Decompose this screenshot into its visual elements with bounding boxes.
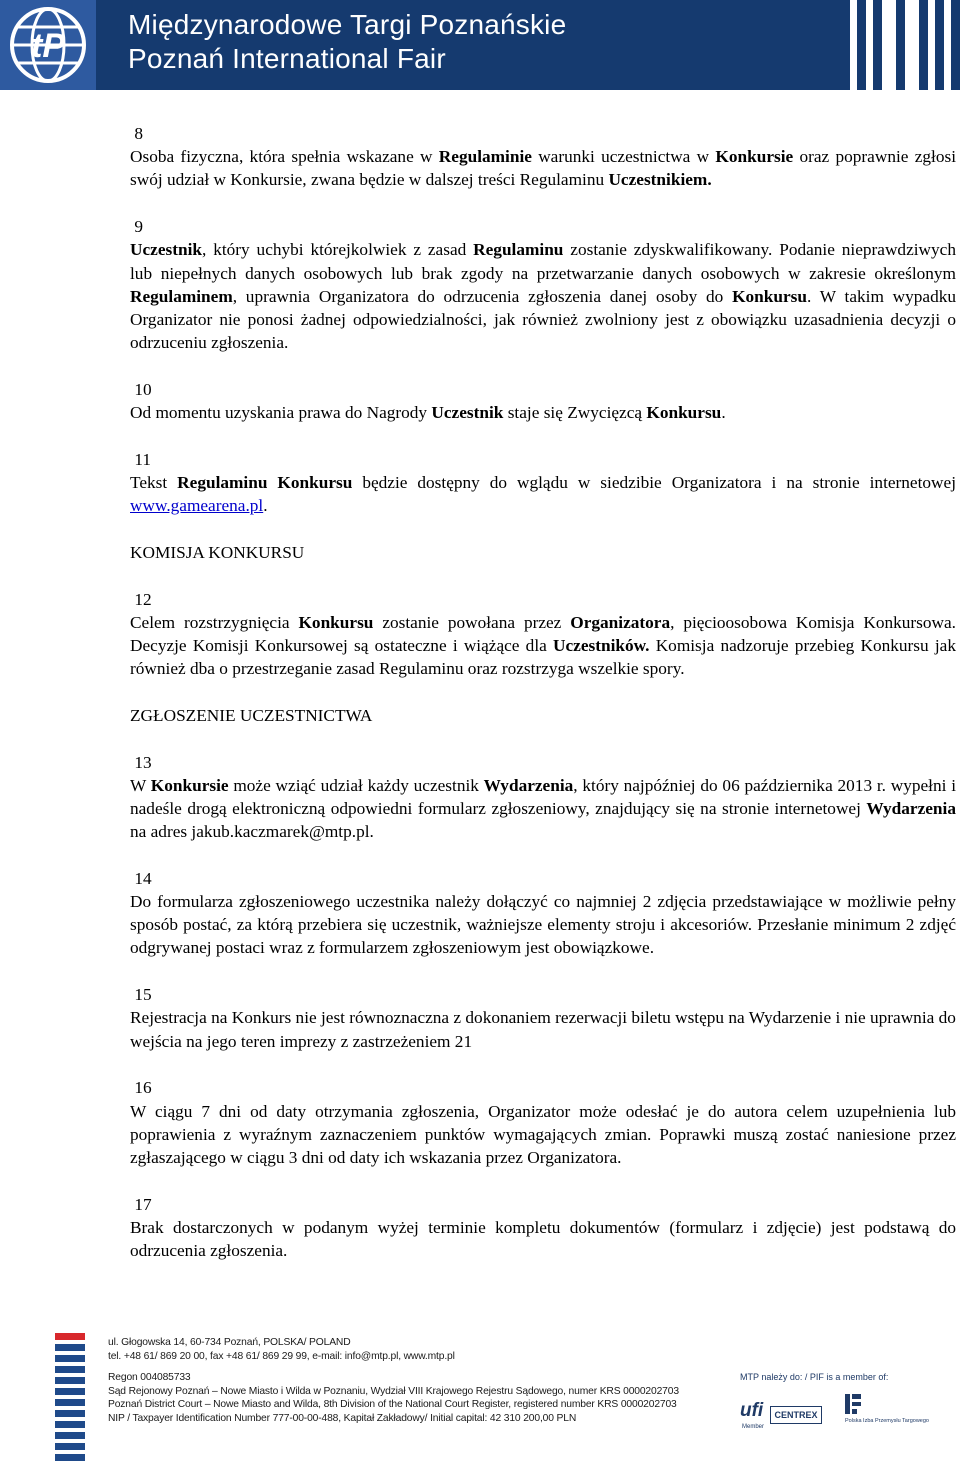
text-run: . (721, 403, 726, 423)
section-number: 17 (134, 1194, 152, 1214)
header-title (128, 8, 566, 76)
text-run: Osoba fizyczna, która spełnia wskazane w (130, 147, 439, 167)
bold-term: Regulaminie (438, 147, 532, 167)
bold-term: Konkursie (150, 775, 229, 795)
header-title-english: Poznań International Fair (128, 43, 446, 74)
text-run: Od momentu uzyskania prawa do Nagrody (130, 403, 432, 423)
page-footer (0, 1330, 960, 1465)
text-run: staje się Zwycięzcą (503, 403, 647, 423)
bold-term: Konkursie (715, 147, 794, 167)
text-run: Tekst (130, 472, 178, 492)
pif-logo (845, 1394, 955, 1434)
text-run: będzie dostępny do wglądu w siedzibie Organizatora i na stronie internetowej (352, 472, 956, 492)
section-paragraph (130, 238, 956, 354)
member-logos (740, 1392, 955, 1442)
text-run: W ciągu 7 dni od daty otrzymania zgłoszenia, Organizator może odesłać je do autora celem uzupełnienia lub poprawienia z wyraźnym zaznaczeniem punktów wymagających zmian. Poprawki muszą zostać naniesione przez zgłaszającego w ciągu 3 dni od daty ich wskazania przez Organizatora. (130, 1101, 956, 1167)
footer-regon: Regon 004085733 (108, 1372, 191, 1384)
bold-term: Konkursu (298, 612, 374, 632)
bold-term: Wydarzenia (866, 798, 956, 818)
section-paragraph (130, 1216, 956, 1262)
text-run: , który najpóźniej do 06 października 2013 r. wypełni i nadeśle drogą elektroniczną odpowiedni formularz zgłoszeniowy, znajdujący się na stronie internetowej (130, 775, 956, 818)
text-run: zostanie powołana przez (373, 612, 571, 632)
footer-memberships (740, 1372, 955, 1430)
text-run: . W takim wypadku Organizator nie ponosi żadnej odpowiedzialności, jak również zwolniony jest z obowiązku uzasadnienia decyzji o odrzuceniu zgłoszenia. (130, 286, 956, 353)
section-paragraph (130, 145, 956, 191)
text-run: , pięcioosobowa Komisja Konkursowa. Decyzje Komisji Konkursowej są ostateczne i wiążące dla (130, 612, 956, 655)
bold-term: Uczestnik (130, 240, 202, 260)
section-paragraph (130, 471, 956, 517)
footer-bars-icon (55, 1333, 85, 1463)
section-paragraph (130, 890, 956, 960)
pif-mark-icon (845, 1394, 861, 1414)
text-run: Komisja nadzoruje przebieg Konkursu jak również dba o przestrzeganie zasad Regulaminu oraz rozstrzyga wszelkie spory. (130, 635, 956, 679)
section-number: 8 (134, 124, 143, 143)
pif-logo-text: Polska Izba Przemysłu Targowego (845, 1418, 929, 1424)
section-number: 16 (134, 1078, 152, 1098)
footer-contact: tel. +48 61/ 869 20 00, fax +48 61/ 869 29 99, e-mail: info@mtp.pl, www.mtp.pl (108, 1350, 455, 1362)
regulation-content (130, 122, 956, 1262)
text-run: , uprawnia Organizatora do odrzucenia zgłoszenia danej osoby do (232, 286, 733, 306)
section-paragraph (130, 401, 956, 424)
globe-logo-icon (4, 5, 92, 85)
ufi-logo: ufi (740, 1400, 764, 1421)
bold-term: Konkursu (732, 286, 807, 306)
bold-term: Regulaminem (130, 286, 233, 306)
footer-court-en: Poznań District Court – Nowe Miasto and Wilda, 8th Division of the National Court Register, registered number KRS 0000202703 (108, 1399, 677, 1411)
text-run: Rejestracja na Konkurs nie jest równoznaczna z dokonaniem rezerwacji biletu wstępu na Wydarzenie i nie uprawnia do wejścia na jego teren imprezy z zastrzeżeniem 21 (130, 1008, 956, 1051)
text-run: Do formularza zgłoszeniowego uczestnika należy dołączyć co najmniej 2 zdjęcia przedstawiające w możliwie pełny sposób postać, za którą przebiera się uczestnik, ważniejsze elementy stroju i akcesoriów. Przesłanie minimum 2 zdjęć odgrywanej postaci wraz z formularzem zgłoszeniowym jest obowiązkowe. (130, 892, 956, 958)
bold-term: Uczestników. (553, 635, 650, 655)
section-heading: KOMISJA KONKURSU (130, 542, 305, 562)
section-number: 9 (134, 217, 143, 237)
bold-term: Regulaminu (473, 240, 564, 260)
bold-term: Organizatora (570, 612, 671, 632)
section-number: 14 (134, 868, 152, 888)
member-text: MTP należy do: / PIF is a member of: (740, 1372, 889, 1382)
bold-term: Uczestnikiem. (608, 170, 712, 190)
section-paragraph (130, 774, 956, 844)
footer-company-info (108, 1336, 679, 1426)
header-stripes (600, 0, 960, 90)
bold-term: Konkursu (646, 403, 722, 423)
section-number: 11 (134, 449, 151, 469)
text-run: zostanie zdyskwalifikowany. Podanie nieprawdziwych lub niepełnych danych osobowych lub brak zgody na przetwarzanie danych osobowych w zakresie określonym (130, 240, 956, 283)
footer-address: ul. Głogowska 14, 60-734 Poznań, POLSKA/ POLAND (108, 1337, 351, 1348)
text-run: oraz poprawnie zgłosi swój udział w Konkursie, zwana będzie w dalszej treści Regulaminu (130, 147, 956, 190)
mtp-logo (0, 0, 96, 90)
section-heading: ZGŁOSZENIE UCZESTNICTWA (130, 705, 373, 725)
text-run: W (130, 775, 151, 795)
text-run: , który uchybi którejkolwiek z zasad (202, 240, 474, 260)
section-number: 13 (134, 752, 152, 772)
text-run: Celem rozstrzygnięcia (130, 612, 299, 632)
bold-term: Uczestnik (431, 403, 504, 423)
text-run: może wziąć udział każdy uczestnik (228, 775, 484, 795)
section-number: 15 (134, 985, 152, 1005)
section-paragraph (130, 611, 956, 681)
footer-nip: NIP / Taxpayer Identification Number 777-00-00-488, Kapitał Zakładowy/ Initial capital: 42 310 200,00 PLN (108, 1412, 577, 1424)
website-link[interactable]: www.gamearena.pl (130, 496, 264, 516)
text-run: na adres jakub.kaczmarek@mtp.pl. (130, 822, 374, 842)
page-header (0, 0, 960, 90)
bold-term: Wydarzenia (483, 775, 574, 795)
centrex-logo: CENTREX (770, 1406, 822, 1424)
section-paragraph (130, 1100, 956, 1170)
header-title-polish: Międzynarodowe Targi Poznańskie (128, 9, 567, 40)
text-run: warunki uczestnictwa w (531, 147, 716, 167)
bold-term: Regulaminu Konkursu (177, 472, 353, 492)
text-run: Brak dostarczonych w podanym wyżej terminie kompletu dokumentów (formularz i zdjęcie) jest podstawą do odrzucenia zgłoszenia. (130, 1217, 956, 1261)
section-paragraph (130, 1006, 956, 1052)
footer-court-pl: Sąd Rejonowy Poznań – Nowe Miasto i Wilda w Poznaniu, Wydział VIII Krajowego Rejestru Sądowego, numer KRS 0000202703 (108, 1385, 679, 1397)
section-number: 12 (134, 589, 152, 609)
section-number: 10 (134, 379, 152, 399)
ufi-logo-sub: Member (742, 1424, 765, 1430)
svg-text:tP: tP (31, 27, 65, 65)
text-run: . (263, 496, 268, 516)
